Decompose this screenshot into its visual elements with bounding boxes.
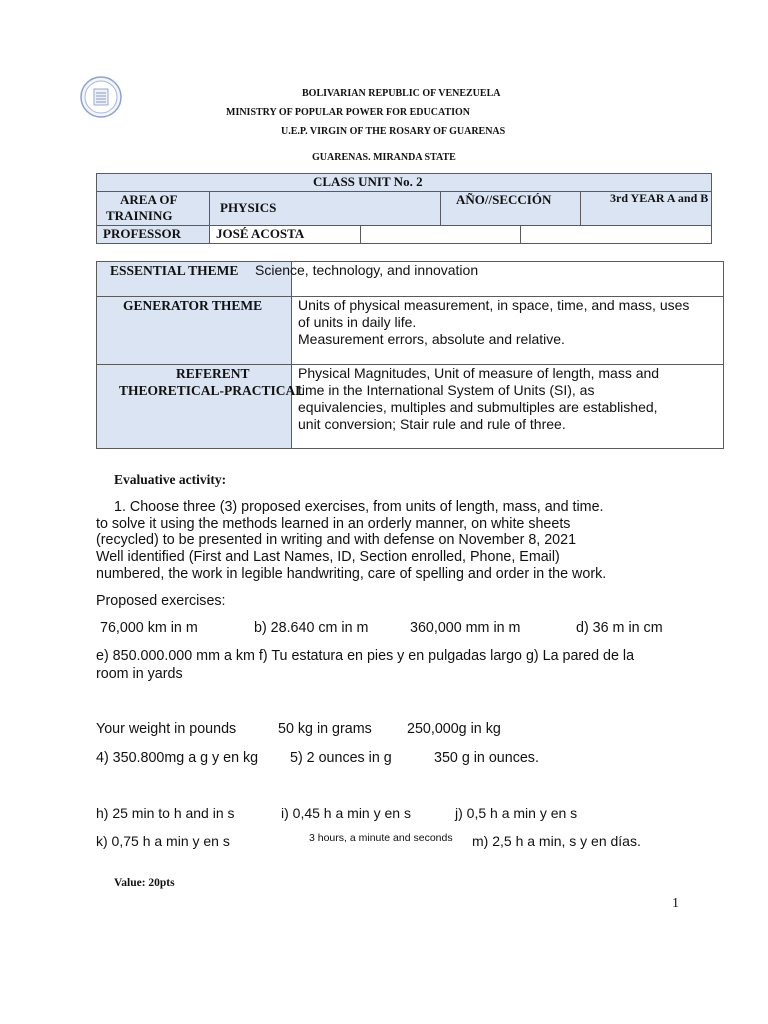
referent-label-line2: THEORETICAL-PRACTICAL [119, 383, 305, 398]
referent-label-line1: REFERENT [176, 366, 250, 381]
value-points: Value: 20pts [114, 877, 175, 889]
professor-value: JOSÉ ACOSTA [216, 226, 305, 241]
year-label: AÑO//SECCIÓN [456, 192, 552, 207]
generator-line3: Measurement errors, absolute and relative. [298, 331, 565, 347]
exercise-d: d) 36 m in cm [576, 620, 663, 636]
header-school: U.E.P. VIRGIN OF THE ROSARY OF GUARENAS [281, 126, 506, 137]
exercise-4: 4) 350.800mg a g y en kg [96, 750, 259, 766]
exercise-j: j) 0,5 h a min y en s [455, 805, 578, 821]
year-value: 3rd YEAR A and B [610, 191, 709, 205]
page-number: 1 [672, 896, 679, 911]
activity-line5: numbered, the work in legible handwriting, care of spelling and order in the work. [96, 566, 607, 582]
generator-line1: Units of physical measurement, in space, time, and mass, uses [298, 297, 690, 313]
activity-heading: Evaluative activity: [114, 472, 227, 487]
exercises-heading: Proposed exercises: [96, 593, 226, 609]
essential-label: ESSENTIAL THEME [110, 263, 239, 278]
area-label-line1: AREA OF [120, 192, 178, 207]
referent-line3: equivalencies, multiples and submultiples are established, [298, 399, 658, 415]
exercise-weight: Your weight in pounds [96, 721, 237, 737]
exercise-5: 5) 2 ounces in g [290, 750, 392, 766]
exercise-row2-line1: e) 850.000.000 mm a km f) Tu estatura en pies y en pulgadas largo g) La pared de la [96, 648, 635, 664]
exercise-h: h) 25 min to h and in s [96, 805, 235, 821]
professor-label: PROFESSOR [103, 226, 182, 241]
essential-value: Science, technology, and innovation [255, 262, 479, 278]
empty-cell-2 [520, 225, 712, 244]
header-location: GUARENAS. MIRANDA STATE [312, 152, 456, 163]
referent-line2: time in the International System of Units (SI), as [298, 382, 595, 398]
exercise-b: b) 28.640 cm in m [254, 620, 369, 636]
exercise-c: 360,000 mm in m [410, 620, 521, 636]
exercise-row2-line2: room in yards [96, 666, 183, 682]
exercise-ounces: 350 g in ounces. [434, 750, 539, 766]
exercise-l-note: 3 hours, a minute and seconds [309, 832, 453, 844]
exercise-k: k) 0,75 h a min y en s [96, 833, 230, 849]
area-label-line2: TRAINING [106, 208, 173, 223]
activity-line3: (recycled) to be presented in writing and with defense on November 8, 2021 [96, 532, 577, 548]
activity-line2: to solve it using the methods learned in an orderly manner, on white sheets [96, 516, 571, 532]
referent-line1: Physical Magnitudes, Unit of measure of length, mass and [298, 365, 660, 381]
class-unit-title: CLASS UNIT No. 2 [313, 174, 423, 189]
exercise-kg-grams: 50 kg in grams [278, 721, 372, 737]
header-country: BOLIVARIAN REPUBLIC OF VENEZUELA [302, 88, 501, 99]
school-logo [80, 76, 122, 118]
generator-line2: of units in daily life. [298, 314, 417, 330]
generator-label: GENERATOR THEME [123, 298, 263, 313]
empty-cell-1 [360, 225, 521, 244]
exercise-g-kg: 250,000g in kg [407, 721, 501, 737]
exercise-i: i) 0,45 h a min y en s [281, 805, 411, 821]
area-value: PHYSICS [220, 200, 277, 215]
exercise-m: m) 2,5 h a min, s y en días. [472, 833, 641, 849]
header-ministry: MINISTRY OF POPULAR POWER FOR EDUCATION [226, 107, 471, 118]
activity-line4: Well identified (First and Last Names, ID, Section enrolled, Phone, Email) [96, 549, 560, 565]
referent-line4: unit conversion; Stair rule and rule of three. [298, 416, 566, 432]
activity-line1: 1. Choose three (3) proposed exercises, from units of length, mass, and time. [114, 499, 604, 515]
exercise-a: 76,000 km in m [100, 620, 198, 636]
